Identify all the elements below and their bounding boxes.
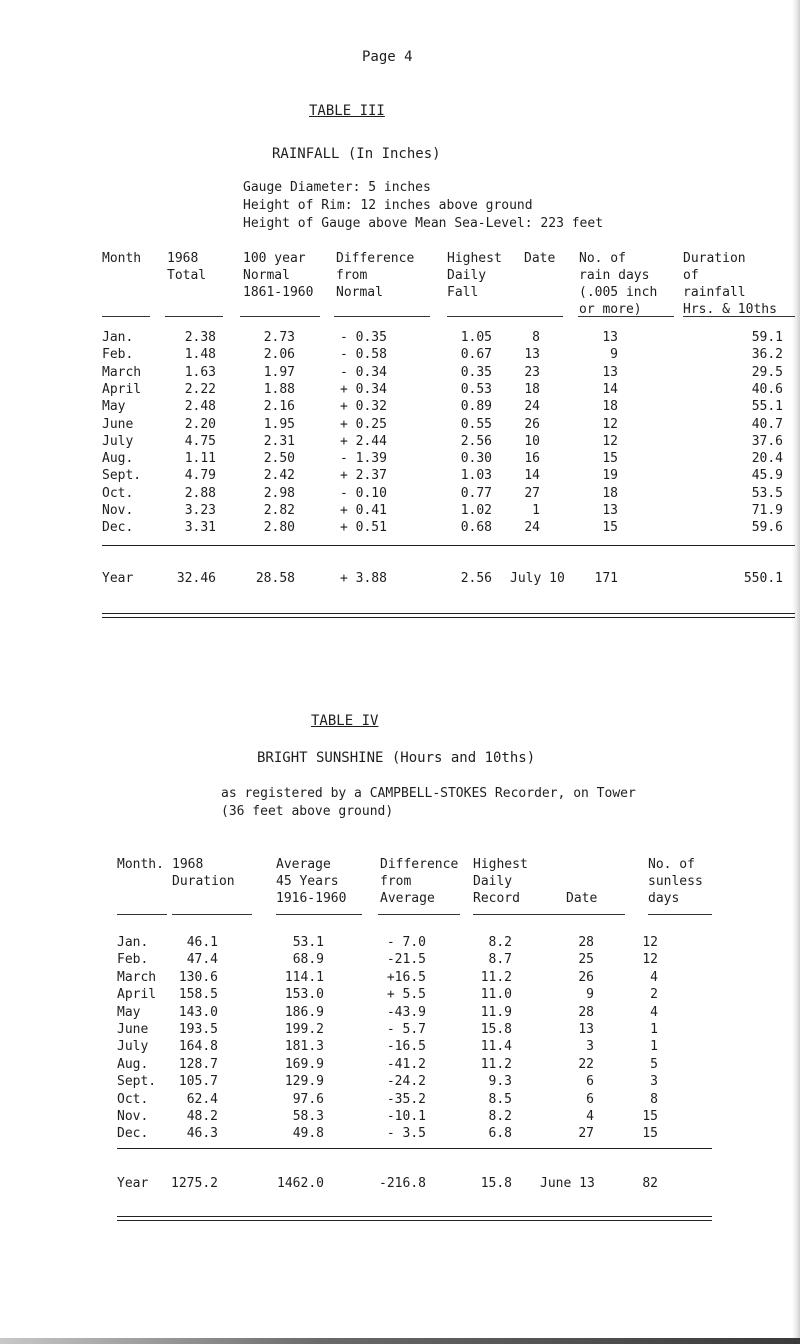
t3-year-highest: 2.56 xyxy=(460,571,492,586)
t4-cell-diff: -43.9 xyxy=(386,1004,426,1020)
t4-cell-diff: -21.5 xyxy=(386,952,426,968)
t3-cell-diff: + 0.25 xyxy=(340,416,387,432)
t4-row xyxy=(0,1039,800,1057)
t4-year-average: 1462.0 xyxy=(277,1176,324,1191)
t4-cell-duration: 47.4 xyxy=(186,952,218,968)
t3-row xyxy=(0,468,800,486)
t3-cell-diff: + 2.44 xyxy=(340,433,387,449)
t3-cell-total: 2.48 xyxy=(184,399,216,415)
t4-cell-average: 199.2 xyxy=(284,1022,324,1037)
t3-cell-normal: 2.42 xyxy=(263,468,295,484)
t3-cell-date: 10 xyxy=(524,433,540,449)
t3-header-normal: 100 year Normal 1861-1960 xyxy=(243,251,314,300)
t4-cell-sunless: 1 xyxy=(650,1022,658,1037)
t4-double-rule-top xyxy=(117,1216,712,1217)
t4-rule-before-year xyxy=(117,1148,712,1149)
t3-header-duration: Duration of rainfall Hrs. & 10ths xyxy=(683,251,777,317)
t4-year-sunless: 82 xyxy=(642,1176,658,1191)
t3-cell-normal: 1.97 xyxy=(263,364,295,380)
t3-cell-month: Sept. xyxy=(102,468,142,484)
t4-cell-sunless: 15 xyxy=(642,1126,658,1142)
t3-cell-month: March xyxy=(102,364,142,380)
t4-row xyxy=(0,1022,800,1040)
t3-cell-normal: 1.95 xyxy=(263,416,295,432)
t3-row xyxy=(0,382,800,400)
t4-year-highest: 15.8 xyxy=(480,1176,512,1191)
t3-cell-normal: 1.88 xyxy=(263,381,295,397)
t4-cell-date: 27 xyxy=(578,1126,594,1142)
t3-cell-date: 16 xyxy=(524,451,540,467)
t4-cell-sunless: 12 xyxy=(642,952,658,968)
t3-cell-duration: 29.5 xyxy=(751,364,783,380)
t4-cell-average: 181.3 xyxy=(284,1039,324,1055)
t4-cell-average: 97.6 xyxy=(292,1091,324,1107)
t4-row xyxy=(0,1126,800,1144)
t3-cell-month: May xyxy=(102,399,126,415)
t4-cell-duration: 48.2 xyxy=(186,1109,218,1124)
t3-double-rule-bottom xyxy=(102,617,795,618)
t4-rule-duration xyxy=(172,914,252,915)
t4-cell-highest: 8.7 xyxy=(488,952,512,968)
t3-cell-date: 14 xyxy=(524,468,540,484)
t4-cell-sunless: 12 xyxy=(642,935,658,950)
t3-cell-duration: 40.7 xyxy=(751,416,783,432)
t3-year-diff: + 3.88 xyxy=(340,571,387,586)
t3-cell-duration: 36.2 xyxy=(751,347,783,363)
t3-year-total: 32.46 xyxy=(176,571,216,586)
t3-row xyxy=(0,434,800,452)
t3-cell-days: 12 xyxy=(602,433,618,449)
t3-cell-total: 4.75 xyxy=(184,433,216,449)
t4-year-label: Year xyxy=(117,1176,149,1191)
t3-row xyxy=(0,399,800,417)
t3-cell-total: 2.38 xyxy=(184,330,216,345)
t3-rule-total xyxy=(165,316,223,317)
t3-cell-total: 3.31 xyxy=(184,520,216,536)
t4-cell-highest: 8.5 xyxy=(488,1091,512,1107)
t3-cell-month: April xyxy=(102,381,142,397)
t4-cell-sunless: 4 xyxy=(650,969,658,985)
t4-rule-sunless xyxy=(648,914,712,915)
t4-rule-diff xyxy=(378,914,460,915)
t4-cell-average: 186.9 xyxy=(284,1004,324,1020)
t4-cell-highest: 11.9 xyxy=(480,1004,512,1020)
t3-cell-highest: 1.05 xyxy=(460,330,492,345)
t3-rule-raindays xyxy=(578,316,674,317)
t3-rule-diff xyxy=(334,316,430,317)
t3-year-duration: 550.1 xyxy=(743,571,783,586)
t3-cell-duration: 20.4 xyxy=(751,451,783,467)
t3-cell-date: 23 xyxy=(524,364,540,380)
t3-cell-month: Feb. xyxy=(102,347,134,363)
t4-cell-average: 114.1 xyxy=(284,969,324,985)
t3-cell-duration: 37.6 xyxy=(751,433,783,449)
t3-cell-days: 13 xyxy=(602,330,618,345)
t4-cell-diff: + 5.5 xyxy=(386,987,426,1003)
t4-cell-highest: 11.0 xyxy=(480,987,512,1003)
t3-cell-highest: 1.03 xyxy=(460,468,492,484)
t4-cell-sunless: 2 xyxy=(650,987,658,1003)
t4-cell-sunless: 4 xyxy=(650,1004,658,1020)
t3-cell-total: 1.48 xyxy=(184,347,216,363)
t3-cell-highest: 0.89 xyxy=(460,399,492,415)
t4-cell-duration: 193.5 xyxy=(178,1022,218,1037)
t3-cell-highest: 0.30 xyxy=(460,451,492,467)
table3-info-rim-height: Height of Rim: 12 inches above ground xyxy=(243,198,533,213)
t3-cell-normal: 2.06 xyxy=(263,347,295,363)
t3-cell-date: 8 xyxy=(532,330,540,345)
t4-cell-month: June xyxy=(117,1022,149,1037)
t4-cell-average: 169.9 xyxy=(284,1056,324,1072)
t4-cell-sunless: 15 xyxy=(642,1109,658,1124)
t3-cell-date: 24 xyxy=(524,399,540,415)
t4-row xyxy=(0,987,800,1005)
t4-cell-duration: 46.1 xyxy=(186,935,218,950)
t3-cell-total: 2.88 xyxy=(184,485,216,501)
t3-cell-normal: 2.50 xyxy=(263,451,295,467)
table4-info-recorder: as registered by a CAMPBELL-STOKES Recorder, on Tower xyxy=(221,786,636,801)
t4-year-duration: 1275.2 xyxy=(171,1176,218,1191)
t4-year-diff: -216.8 xyxy=(379,1176,426,1191)
t3-cell-month: June xyxy=(102,416,134,432)
t3-rule-highest-date xyxy=(447,316,563,317)
t3-cell-highest: 0.77 xyxy=(460,485,492,501)
t4-cell-duration: 46.3 xyxy=(186,1126,218,1142)
t3-row xyxy=(0,451,800,469)
t4-cell-date: 9 xyxy=(586,987,594,1003)
t3-year-normal: 28.58 xyxy=(255,571,295,586)
t3-cell-highest: 0.68 xyxy=(460,520,492,536)
t3-cell-days: 18 xyxy=(602,399,618,415)
t4-cell-diff: -35.2 xyxy=(386,1091,426,1107)
t4-header-duration: 1968 Duration xyxy=(172,857,235,889)
t3-row xyxy=(0,347,800,365)
t4-cell-diff: -10.1 xyxy=(386,1109,426,1124)
t4-cell-average: 49.8 xyxy=(292,1126,324,1142)
t4-header-highest: Highest Daily Record xyxy=(473,857,528,906)
t3-cell-total: 2.20 xyxy=(184,416,216,432)
t3-header-total: 1968 Total xyxy=(167,251,207,283)
t3-cell-duration: 71.9 xyxy=(751,503,783,518)
t3-cell-date: 24 xyxy=(524,520,540,536)
t3-header-date: Date xyxy=(524,251,556,266)
t4-header-difference: Difference from Average xyxy=(380,857,459,906)
t4-cell-diff: - 7.0 xyxy=(386,935,426,950)
t3-cell-date: 26 xyxy=(524,416,540,432)
t4-cell-diff: -41.2 xyxy=(386,1056,426,1072)
t4-double-rule-bottom xyxy=(117,1220,712,1221)
t4-cell-month: Nov. xyxy=(117,1109,149,1124)
t3-cell-duration: 45.9 xyxy=(751,468,783,484)
scan-bottom-edge xyxy=(0,1338,800,1344)
t3-row xyxy=(0,365,800,383)
t4-cell-duration: 143.0 xyxy=(178,1004,218,1020)
t3-rule-month xyxy=(102,316,150,317)
t4-cell-diff: -24.2 xyxy=(386,1074,426,1090)
t3-cell-total: 2.22 xyxy=(184,381,216,397)
table3-title: TABLE III xyxy=(309,103,385,119)
t4-cell-date: 28 xyxy=(578,1004,594,1020)
t3-cell-diff: + 2.37 xyxy=(340,468,387,484)
t4-cell-average: 53.1 xyxy=(292,935,324,950)
t4-cell-diff: -16.5 xyxy=(386,1039,426,1055)
t4-cell-highest: 11.4 xyxy=(480,1039,512,1055)
t3-header-difference: Difference from Normal xyxy=(336,251,415,300)
t4-cell-diff: +16.5 xyxy=(386,969,426,985)
t3-cell-highest: 2.56 xyxy=(460,433,492,449)
t3-cell-total: 3.23 xyxy=(184,503,216,518)
t4-header-average: Average 45 Years 1916-1960 xyxy=(276,857,347,906)
t4-cell-duration: 164.8 xyxy=(178,1039,218,1055)
t3-cell-normal: 2.31 xyxy=(263,433,295,449)
t3-cell-normal: 2.98 xyxy=(263,485,295,501)
t4-cell-date: 25 xyxy=(578,952,594,968)
table3-info-gauge-diameter: Gauge Diameter: 5 inches xyxy=(243,180,431,195)
t3-cell-days: 13 xyxy=(602,503,618,518)
t4-year-row xyxy=(0,1176,800,1194)
t4-cell-highest: 6.8 xyxy=(488,1126,512,1142)
t4-cell-diff: - 3.5 xyxy=(386,1126,426,1142)
t4-row xyxy=(0,1005,800,1023)
t4-cell-date: 6 xyxy=(586,1074,594,1090)
t3-header-month: Month xyxy=(102,251,142,266)
t4-row xyxy=(0,1092,800,1110)
t3-cell-days: 12 xyxy=(602,416,618,432)
t3-cell-highest: 0.35 xyxy=(460,364,492,380)
t3-row xyxy=(0,486,800,504)
t4-cell-average: 129.9 xyxy=(284,1074,324,1090)
t3-cell-date: 1 xyxy=(532,503,540,518)
table4-title: TABLE IV xyxy=(311,713,379,729)
t3-cell-diff: - 0.58 xyxy=(340,347,387,363)
t4-cell-highest: 8.2 xyxy=(488,1109,512,1124)
t3-cell-highest: 0.53 xyxy=(460,381,492,397)
t3-cell-days: 18 xyxy=(602,485,618,501)
t3-row xyxy=(0,330,800,348)
t4-cell-date: 22 xyxy=(578,1056,594,1072)
t3-cell-month: Aug. xyxy=(102,451,134,467)
t4-cell-month: May xyxy=(117,1004,141,1020)
t3-cell-total: 1.63 xyxy=(184,364,216,380)
t3-header-highest: Highest Daily Fall xyxy=(447,251,502,300)
t3-row xyxy=(0,417,800,435)
t3-cell-duration: 59.1 xyxy=(751,330,783,345)
t3-rule-normal xyxy=(240,316,320,317)
t4-row xyxy=(0,1057,800,1075)
t4-cell-month: April xyxy=(117,987,157,1003)
t4-cell-highest: 11.2 xyxy=(480,1056,512,1072)
t3-cell-days: 9 xyxy=(610,347,618,363)
t3-cell-diff: + 0.32 xyxy=(340,399,387,415)
t3-rule-duration xyxy=(683,316,795,317)
t3-cell-duration: 40.6 xyxy=(751,381,783,397)
table3-subtitle: RAINFALL (In Inches) xyxy=(272,146,441,162)
t3-cell-normal: 2.82 xyxy=(263,503,295,518)
t4-cell-duration: 130.6 xyxy=(178,969,218,985)
t3-cell-highest: 0.67 xyxy=(460,347,492,363)
t4-cell-sunless: 8 xyxy=(650,1091,658,1107)
t4-cell-duration: 128.7 xyxy=(178,1056,218,1072)
t3-year-date: July 10 xyxy=(510,571,565,586)
t4-cell-average: 153.0 xyxy=(284,987,324,1003)
t4-rule-highest-date xyxy=(473,914,625,915)
t4-cell-month: Aug. xyxy=(117,1056,149,1072)
t3-cell-date: 13 xyxy=(524,347,540,363)
t3-year-days: 171 xyxy=(594,571,618,586)
t3-cell-diff: - 1.39 xyxy=(340,451,387,467)
t3-cell-normal: 2.16 xyxy=(263,399,295,415)
t4-cell-highest: 15.8 xyxy=(480,1022,512,1037)
t4-row xyxy=(0,1074,800,1092)
t3-cell-days: 15 xyxy=(602,520,618,536)
t3-cell-duration: 59.6 xyxy=(751,520,783,536)
t4-row xyxy=(0,970,800,988)
t3-rule-before-year xyxy=(102,545,795,546)
t3-cell-days: 15 xyxy=(602,451,618,467)
t4-cell-date: 3 xyxy=(586,1039,594,1055)
t4-cell-diff: - 5.7 xyxy=(386,1022,426,1037)
t4-cell-date: 28 xyxy=(578,935,594,950)
t4-cell-month: Oct. xyxy=(117,1091,149,1107)
t4-cell-highest: 11.2 xyxy=(480,969,512,985)
t4-cell-average: 58.3 xyxy=(292,1109,324,1124)
t3-cell-total: 1.11 xyxy=(184,451,216,467)
table3-info-gauge-height: Height of Gauge above Mean Sea-Level: 223 feet xyxy=(243,216,604,231)
t3-cell-diff: + 0.34 xyxy=(340,381,387,397)
t3-cell-date: 27 xyxy=(524,485,540,501)
t4-rule-month xyxy=(117,914,167,915)
t4-cell-highest: 8.2 xyxy=(488,935,512,950)
t3-cell-duration: 53.5 xyxy=(751,485,783,501)
t4-header-month: Month. xyxy=(117,857,164,872)
t4-cell-month: Dec. xyxy=(117,1126,149,1142)
t4-rule-average xyxy=(276,914,362,915)
t4-year-date: June 13 xyxy=(540,1176,595,1191)
t4-cell-duration: 62.4 xyxy=(186,1091,218,1107)
t4-header-date: Date xyxy=(566,891,598,906)
t3-cell-total: 4.79 xyxy=(184,468,216,484)
t4-cell-date: 4 xyxy=(586,1109,594,1124)
t3-header-raindays: No. of rain days (.005 inch or more) xyxy=(579,251,658,317)
t3-cell-normal: 2.80 xyxy=(263,520,295,536)
t3-cell-month: Dec. xyxy=(102,520,134,536)
t4-row xyxy=(0,1109,800,1127)
t4-cell-month: March xyxy=(117,969,157,985)
t4-cell-sunless: 5 xyxy=(650,1056,658,1072)
t3-row xyxy=(0,520,800,538)
t3-cell-highest: 1.02 xyxy=(460,503,492,518)
t4-cell-month: July xyxy=(117,1039,149,1055)
t4-cell-date: 13 xyxy=(578,1022,594,1037)
t4-cell-date: 6 xyxy=(586,1091,594,1107)
t4-cell-date: 26 xyxy=(578,969,594,985)
t3-cell-diff: - 0.34 xyxy=(340,364,387,380)
t3-cell-days: 13 xyxy=(602,364,618,380)
t3-double-rule-top xyxy=(102,613,795,614)
t4-row xyxy=(0,935,800,953)
t4-cell-duration: 105.7 xyxy=(178,1074,218,1090)
page-label: Page 4 xyxy=(362,49,413,65)
t3-cell-diff: - 0.10 xyxy=(340,485,387,501)
t4-cell-sunless: 3 xyxy=(650,1074,658,1090)
t3-cell-month: Jan. xyxy=(102,330,134,345)
t4-cell-sunless: 1 xyxy=(650,1039,658,1055)
t3-cell-month: Oct. xyxy=(102,485,134,501)
table4-subtitle: BRIGHT SUNSHINE (Hours and 10ths) xyxy=(257,750,536,766)
t3-cell-diff: - 0.35 xyxy=(340,330,387,345)
t4-cell-highest: 9.3 xyxy=(488,1074,512,1090)
t3-cell-normal: 2.73 xyxy=(263,330,295,345)
t3-cell-duration: 55.1 xyxy=(751,399,783,415)
t3-cell-diff: + 0.41 xyxy=(340,503,387,518)
t4-cell-month: Sept. xyxy=(117,1074,157,1090)
t3-cell-date: 18 xyxy=(524,381,540,397)
table4-info-height: (36 feet above ground) xyxy=(221,804,394,819)
t4-header-sunless: No. of sunless days xyxy=(648,857,703,906)
t4-cell-month: Jan. xyxy=(117,935,149,950)
t3-cell-month: Nov. xyxy=(102,503,134,518)
t4-cell-duration: 158.5 xyxy=(178,987,218,1003)
t3-row xyxy=(0,503,800,521)
t3-cell-days: 14 xyxy=(602,381,618,397)
t4-cell-month: Feb. xyxy=(117,952,149,968)
t3-cell-highest: 0.55 xyxy=(460,416,492,432)
t3-cell-diff: + 0.51 xyxy=(340,520,387,536)
t4-cell-average: 68.9 xyxy=(292,952,324,968)
t4-row xyxy=(0,952,800,970)
t3-year-row xyxy=(0,571,800,589)
t3-cell-month: July xyxy=(102,433,134,449)
t3-cell-days: 19 xyxy=(602,468,618,484)
t3-year-label: Year xyxy=(102,571,134,586)
